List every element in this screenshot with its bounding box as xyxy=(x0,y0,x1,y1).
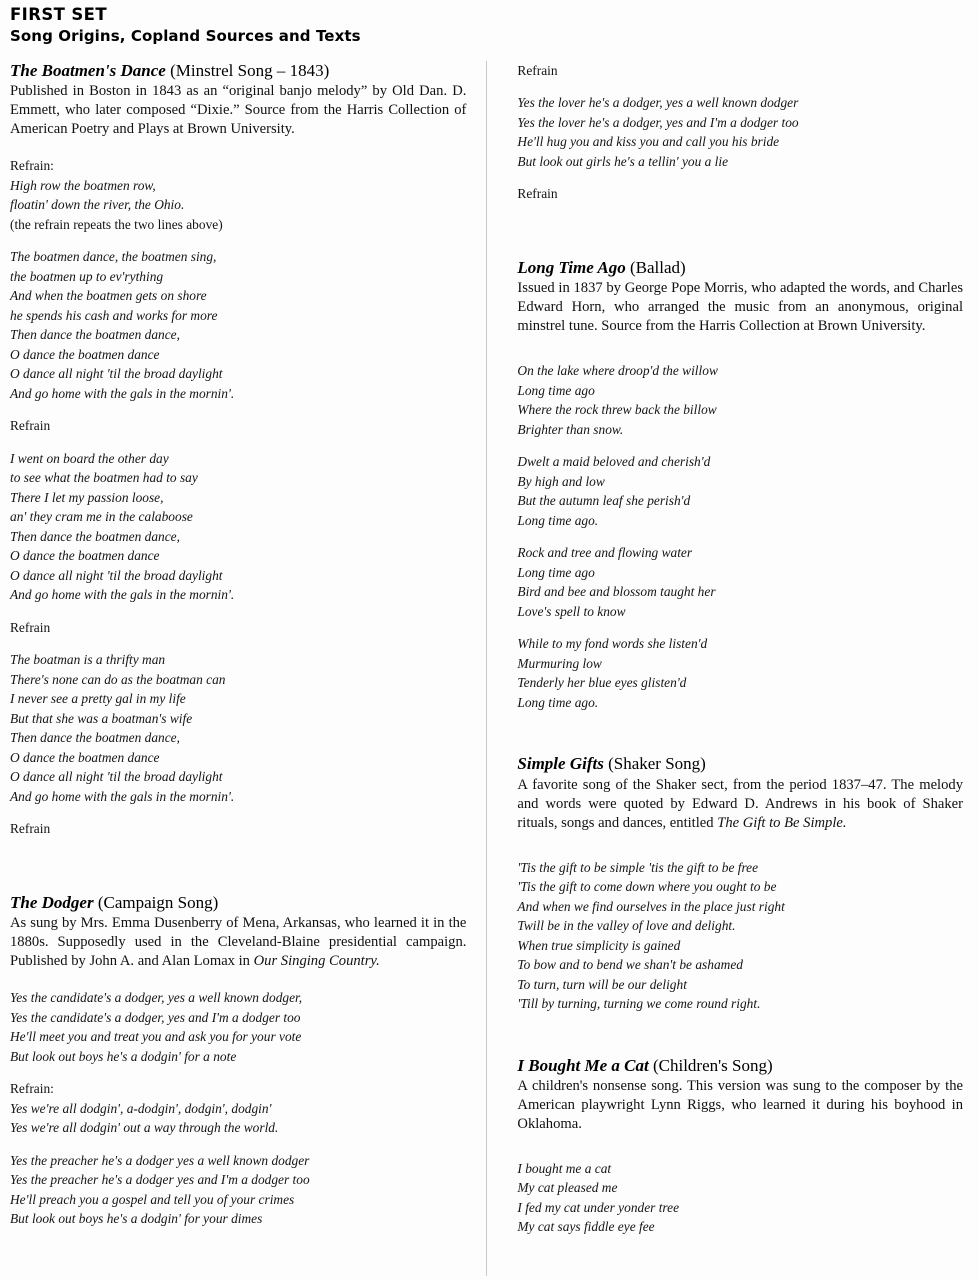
lyric-line: the boatmen up to ev'rything xyxy=(10,268,164,284)
lyric-line: Yes the lover he's a dodger, yes and I'm a dodger too xyxy=(517,114,799,130)
note-part: As sung by Mrs. Emma Dusenberry of Mena, Arkansas, who learned it in the 1880s. Supposedly used in the Cleveland-Blaine presidential campaign. Published by John A. and Alan Lomax in xyxy=(10,915,467,970)
spacer xyxy=(517,1138,963,1159)
lyric-line: Long time ago xyxy=(517,564,595,580)
page-title: FIRST SET xyxy=(10,5,108,24)
song-note xyxy=(10,82,466,139)
lyric-line: Yes the lover he's a dodger, yes a well known dodger xyxy=(517,95,799,111)
lyric-line: Long time ago. xyxy=(517,694,599,710)
refrain-label: Refrain: xyxy=(10,158,54,174)
refrain-label: Refrain xyxy=(517,186,558,202)
lyric-line: Love's spell to know xyxy=(517,603,626,619)
lyric-line: Brighter than snow. xyxy=(517,421,624,437)
refrain-label: Refrain xyxy=(517,62,558,78)
spacer xyxy=(517,530,963,543)
left-column xyxy=(10,61,486,1229)
lyric-line: But look out girls he's a tellin' you a lie xyxy=(517,153,729,169)
refrain-label: Refrain xyxy=(10,418,51,434)
spacer xyxy=(517,621,963,634)
dodger-refrain-block xyxy=(10,1079,466,1138)
lyric-line: Long time ago xyxy=(517,382,595,398)
song-the-boatmens-dance xyxy=(10,61,466,139)
lyric-line: Bird and bee and blossom taught her xyxy=(517,584,716,600)
spacer xyxy=(10,1138,466,1151)
lyric-line: He'll preach you a gospel and tell you of your crimes xyxy=(10,1191,295,1207)
lyric-line: My cat pleased me xyxy=(517,1180,618,1196)
right-column xyxy=(486,61,963,1276)
lyric-line: Yes the candidate's a dodger, yes a well known dodger, xyxy=(10,990,303,1006)
song-title-kind: (Children's Song) xyxy=(652,1055,773,1075)
lyric-line: And when we find ourselves in the place just right xyxy=(517,898,785,914)
lyric-line: And when the boatmen gets on shore xyxy=(10,288,207,304)
song-title xyxy=(517,754,963,774)
lyric-line: When true simplicity is gained xyxy=(517,937,681,953)
lyric-line: On the lake where droop'd the willow xyxy=(517,363,718,379)
lyric-line: Murmuring low xyxy=(517,655,602,671)
long-time-ago-verse-4 xyxy=(517,634,963,712)
lyric-line: He'll hug you and kiss you and call you his bride xyxy=(517,134,780,150)
lyric-line: And go home with the gals in the mornin'. xyxy=(10,788,235,804)
lyric-line: Yes the preacher he's a dodger yes a well known dodger xyxy=(10,1152,310,1168)
long-time-ago-verse-3 xyxy=(517,543,963,621)
spacer xyxy=(10,975,466,988)
song-title-kind: (Minstrel Song – 1843) xyxy=(170,60,330,80)
note-part: A children's nonsense song. This version was sung to the composer by the American playwright Lynn Riggs, who learned it during his boyhood in Oklahoma. xyxy=(517,1077,963,1132)
song-title-kind: (Ballad) xyxy=(629,257,686,277)
song-note xyxy=(517,279,963,336)
lyric-line: Dwelt a maid beloved and cherish'd xyxy=(517,454,711,470)
song-title-name: The Boatmen's Dance xyxy=(10,60,166,80)
spacer xyxy=(10,436,466,449)
song-note xyxy=(517,776,963,833)
spacer xyxy=(517,837,963,858)
dodger-verse-1 xyxy=(10,988,466,1066)
lyric-line: And go home with the gals in the mornin'. xyxy=(10,385,235,401)
note-part: Published in Boston in 1843 as an “original banjo melody” by Old Dan. D. Emmett, who later composed “Dixie.” Source from the Harris Collection of American Poetry and Plays at Brown University. xyxy=(10,83,467,138)
lyric-line: My cat says fiddle eye fee xyxy=(517,1219,655,1235)
lyric-line: O dance the boatmen dance xyxy=(10,346,160,362)
lyric-line: But look out boys he's a dodgin' for a note xyxy=(10,1048,237,1064)
refrain-label: Refrain: xyxy=(10,1081,54,1097)
song-title-name: The Dodger xyxy=(10,892,94,912)
lyric-line: Yes the candidate's a dodger, yes and I'm a dodger too xyxy=(10,1009,301,1025)
lyric-line: Then dance the boatmen dance, xyxy=(10,528,180,544)
lyric-line: Tenderly her blue eyes glisten'd xyxy=(517,675,687,691)
song-simple-gifts xyxy=(517,754,963,832)
song-title xyxy=(517,1056,963,1076)
spacer xyxy=(10,605,466,618)
spacer xyxy=(10,143,466,156)
spacer xyxy=(517,204,963,258)
masthead xyxy=(10,6,963,45)
lyric-line: 'Tis the gift to be simple 'tis the gift to be free xyxy=(517,859,759,875)
lyric-line: 'Till by turning, turning we come round right. xyxy=(517,996,761,1012)
note-part-italic: The Gift to Be Simple. xyxy=(717,814,847,831)
boatmens-refrain-block xyxy=(10,156,466,234)
refrain-label: Refrain xyxy=(10,821,51,837)
lyric-line: O dance all night 'til the broad daylight xyxy=(10,769,223,785)
boatmens-verse-1 xyxy=(10,247,466,403)
lyric-line: But that she was a boatman's wife xyxy=(10,710,193,726)
spacer xyxy=(517,171,963,184)
lyric-line: Yes the preacher he's a dodger yes and I'm a dodger too xyxy=(10,1172,310,1188)
lyric-line: I went on board the other day xyxy=(10,450,169,466)
lyric-line: To bow and to bend we shan't be ashamed xyxy=(517,957,743,973)
spacer xyxy=(10,839,466,893)
song-title xyxy=(10,61,466,81)
lyric-line: But look out boys he's a dodgin' for your dimes xyxy=(10,1211,263,1227)
note-part: Issued in 1837 by George Pope Morris, who adapted the words, and Charles Edward Horn, who arranged the music from an anonymous, original minstrel tune. Source from the Harris Collection at Brown University. xyxy=(517,280,963,335)
spacer xyxy=(517,80,963,93)
lyric-line: Twill be in the valley of love and delight. xyxy=(517,918,736,934)
song-title xyxy=(10,893,466,913)
spacer xyxy=(517,712,963,754)
song-title-name: Simple Gifts xyxy=(517,754,604,774)
lyric-line: The boatman is a thrifty man xyxy=(10,652,166,668)
song-title-name: I Bought Me a Cat xyxy=(517,1055,649,1075)
spacer xyxy=(517,340,963,361)
spacer xyxy=(10,806,466,819)
note-part-italic: Our Singing Country. xyxy=(253,953,380,970)
boatmens-verse-2 xyxy=(10,449,466,605)
song-i-bought-me-a-cat xyxy=(517,1056,963,1134)
spacer xyxy=(10,1066,466,1079)
lyric-line: to see what the boatmen had to say xyxy=(10,470,198,486)
lyric-line: O dance all night 'til the broad daylight xyxy=(10,567,223,583)
spacer xyxy=(10,403,466,416)
page-subtitle: Song Origins, Copland Sources and Texts xyxy=(10,26,361,45)
lyric-line: I bought me a cat xyxy=(517,1160,612,1176)
song-long-time-ago xyxy=(517,258,963,336)
lyric-line: There's none can do as the boatman can xyxy=(10,671,226,687)
lyric-line: 'Tis the gift to come down where you ought to be xyxy=(517,879,777,895)
song-note xyxy=(10,914,466,971)
lyric-line: He'll meet you and treat you and ask you for your vote xyxy=(10,1029,302,1045)
song-title-kind: (Shaker Song) xyxy=(608,754,706,774)
lyric-line: I fed my cat under yonder tree xyxy=(517,1199,680,1215)
lyric-line: an' they cram me in the calaboose xyxy=(10,509,193,525)
lyric-line: I never see a pretty gal in my life xyxy=(10,691,186,707)
lyric-line: O dance the boatmen dance xyxy=(10,749,160,765)
lyric-line: High row the boatmen row, xyxy=(10,177,156,193)
two-column-body xyxy=(10,61,963,1276)
spacer xyxy=(517,439,963,452)
long-time-ago-verse-2 xyxy=(517,452,963,530)
lyric-line: O dance all night 'til the broad daylight xyxy=(10,366,223,382)
boatmens-verse-3 xyxy=(10,650,466,806)
long-time-ago-verse-1 xyxy=(517,361,963,439)
spacer xyxy=(10,234,466,247)
lyric-line: Long time ago. xyxy=(517,512,599,528)
dodger-continued-verse xyxy=(517,93,963,171)
lyric-line: And go home with the gals in the mornin'. xyxy=(10,587,235,603)
lyric-line: Rock and tree and flowing water xyxy=(517,545,693,561)
song-title-kind: (Campaign Song) xyxy=(97,892,219,912)
lyric-line: Yes we're all dodgin' out a way through the world. xyxy=(10,1120,279,1136)
refrain-repeat-note: (the refrain repeats the two lines above) xyxy=(10,216,223,232)
song-title-name: Long Time Ago xyxy=(517,257,626,277)
simple-gifts-verse xyxy=(517,858,963,1014)
lyric-line: floatin' down the river, the Ohio. xyxy=(10,197,185,213)
lyric-line: Yes we're all dodgin', a-dodgin', dodgin', dodgin' xyxy=(10,1100,272,1116)
lyric-line: To turn, turn will be our delight xyxy=(517,976,687,992)
note-part: A favorite song of the Shaker sect, from the period 1837–47. The melody and words were quoted by Edward D. Andrews in his book of Shaker rituals, songs and dances, entitled xyxy=(517,776,963,831)
song-note xyxy=(517,1077,963,1134)
lyric-line: Where the rock threw back the billow xyxy=(517,402,717,418)
lyric-line: Then dance the boatmen dance, xyxy=(10,327,180,343)
dodger-verse-2 xyxy=(10,1151,466,1229)
lyric-line: But the autumn leaf she perish'd xyxy=(517,493,691,509)
lyric-line: The boatmen dance, the boatmen sing, xyxy=(10,249,217,265)
song-the-dodger xyxy=(10,893,466,971)
spacer xyxy=(517,1014,963,1056)
lyric-line: There I let my passion loose, xyxy=(10,489,164,505)
lyric-line: Then dance the boatmen dance, xyxy=(10,730,180,746)
song-title xyxy=(517,258,963,278)
lyric-line: By high and low xyxy=(517,473,605,489)
spacer xyxy=(10,637,466,650)
i-bought-me-a-cat-verse xyxy=(517,1159,963,1237)
lyric-line: O dance the boatmen dance xyxy=(10,548,160,564)
lyric-line: he spends his cash and works for more xyxy=(10,307,218,323)
lyric-line: While to my fond words she listen'd xyxy=(517,636,708,652)
refrain-label: Refrain xyxy=(10,619,51,635)
